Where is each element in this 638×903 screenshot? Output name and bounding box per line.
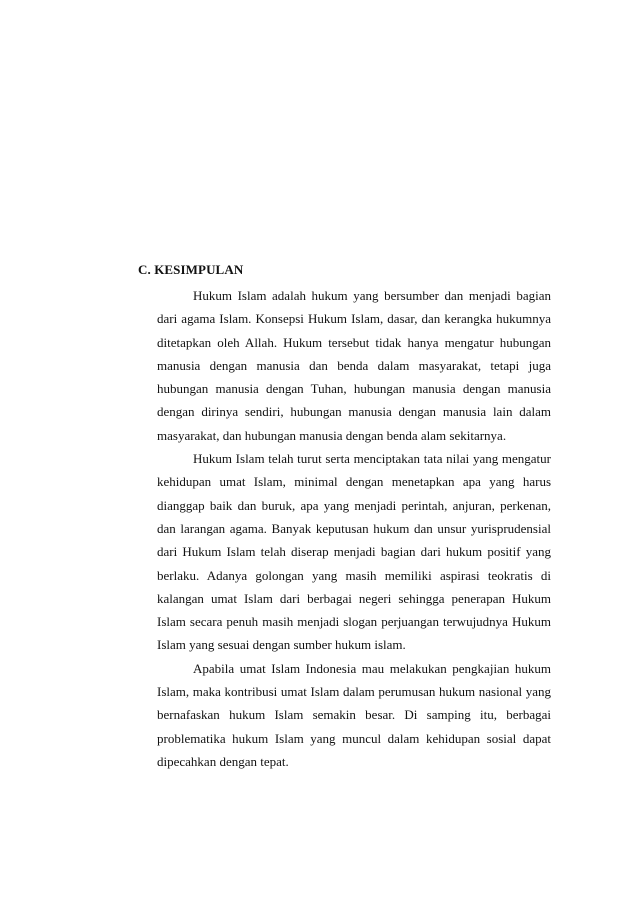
paragraph-1: Hukum Islam adalah hukum yang bersumber dan menjadi bagian dari agama Islam. Konsepsi Hukum Islam, dasar, dan kerangka hukumnya ditetapkan oleh Allah. Hukum tersebut tidak hanya mengatur hubungan manusia dengan manusia dan benda dalam masyarakat, tetapi juga hubungan manusia dengan Tuhan, hubungan manusia dengan manusia dengan dirinya sendiri, hubungan manusia dengan manusia lain dalam masyarakat, dan hubungan manusia dengan benda alam sekitarnya. xyxy=(157,288,551,443)
section-body xyxy=(157,284,551,773)
paragraph-3: Apabila umat Islam Indonesia mau melakukan pengkajian hukum Islam, maka kontribusi umat Islam dalam perumusan hukum nasional yang bernafaskan hukum Islam semakin besar. Di samping itu, berbagai problematika hukum Islam yang muncul dalam kehidupan sosial dapat dipecahkan dengan tepat. xyxy=(157,660,551,769)
section-heading: C. KESIMPULAN xyxy=(138,262,244,277)
paragraph-2: Hukum Islam telah turut serta menciptakan tata nilai yang mengatur kehidupan umat Islam, minimal dengan menetapkan apa yang harus dianggap baik dan buruk, apa yang menjadi perintah, anjuran, perkenan, dan larangan agama. Banyak keputusan hukum dan unsur yurisprudensial dari Hukum Islam telah diserap menjadi bagian dari hukum positif yang berlaku. Adanya golongan yang masih memiliki aspirasi teokratis di kalangan umat Islam dari berbagai negeri sehingga penerapan Hukum Islam secara penuh masih menjadi slogan perjuangan terwujudnya Hukum Islam yang sesuai dengan sumber hukum islam. xyxy=(157,451,551,653)
